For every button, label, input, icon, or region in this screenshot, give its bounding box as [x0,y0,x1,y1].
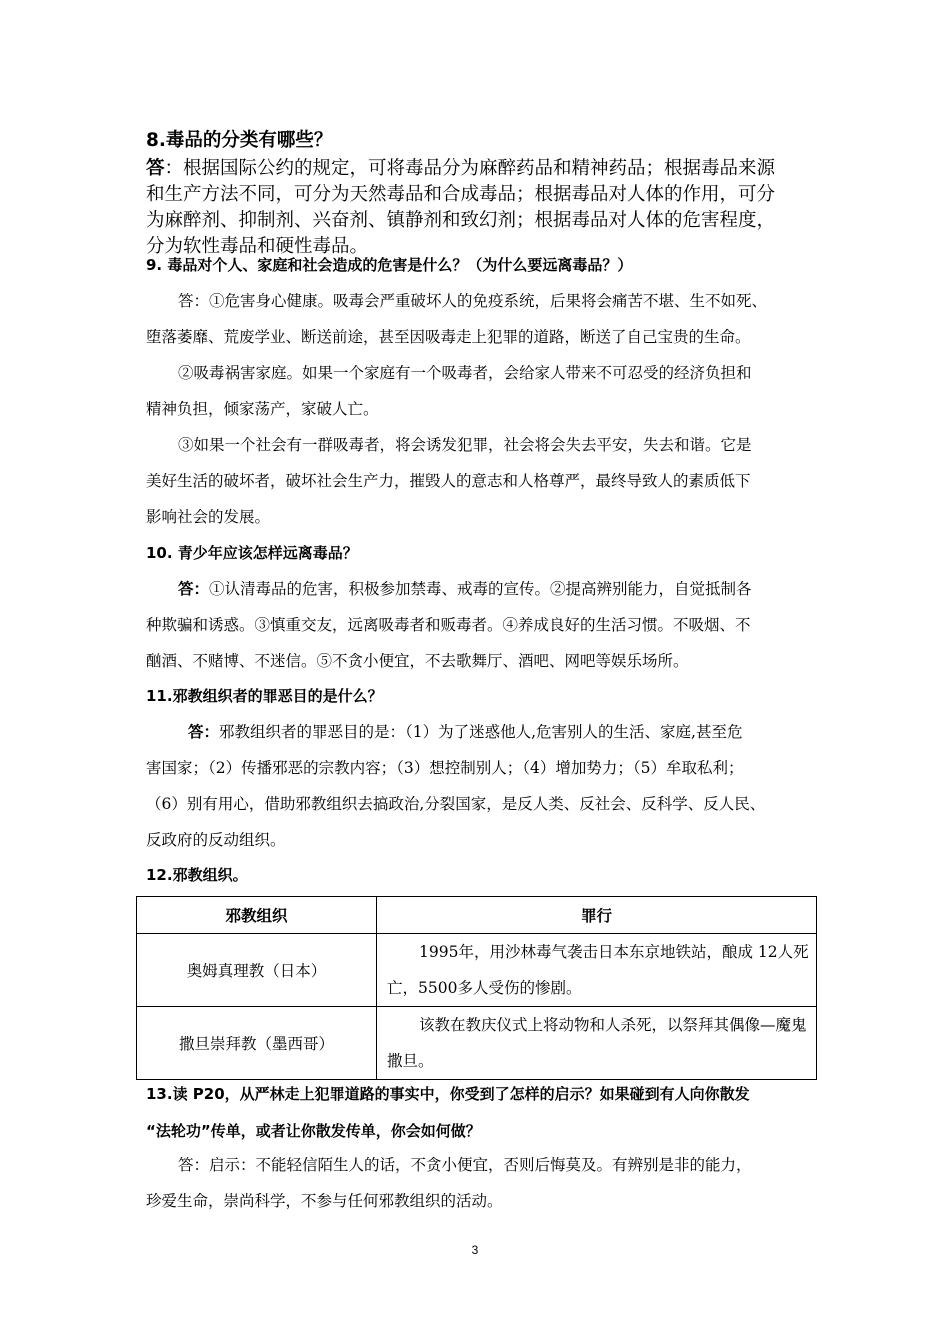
q8-text: ：根据国际公约的规定，可将毒品分为麻醉药品和精神药品；根据毒品来源 [164,158,776,179]
q9-title: 9. 毒品对个人、家庭和社会造成的危害是什么？（为什么要远离毒品？） [146,256,633,274]
table-cell-org: 奥姆真理教（日本） [137,934,377,1007]
q13-answer-line-2: 珍爱生命，崇尚科学，不参与任何邪教组织的活动。 [146,1192,503,1210]
q9-answer-line-2: 堕落萎靡、荒废学业、断送前途，甚至因吸毒走上犯罪的道路，断送了自己宝贵的生命。 [146,328,751,346]
table-row [137,1007,817,1080]
cult-table [136,896,817,1080]
q9-answer-line-6: 美好生活的破坏者，破坏社会生产力，摧毁人的意志和人格尊严，最终导致人的素质低下 [146,472,751,490]
q8-answer-line-2: 和生产方法不同，可分为天然毒品和合成毒品；根据毒品对人体的作用，可分 [146,184,776,205]
q8-title: 8.毒品的分类有哪些？ [146,130,333,151]
answer-label: 答： [188,723,220,741]
q8-answer-line-3: 为麻醉剂、抑制剂、兴奋剂、镇静剂和致幻剂；根据毒品对人体的危害程度， [146,210,776,231]
table-header-row [137,897,817,934]
q11-answer-line-1 [188,720,742,742]
table-header-crime: 罪行 [377,897,817,934]
table-row [137,934,817,1007]
q11-text: 邪教组织者的罪恶目的是：（1）为了迷惑他人,危害别人的生活、家庭,甚至危 [219,723,743,741]
q9-answer-line-3: ②吸毒祸害家庭。如果一个家庭有一个吸毒者，会给家人带来不可忍受的经济负担和 [178,364,752,382]
table-cell-org: 撒旦崇拜教（墨西哥） [137,1007,377,1080]
q8-answer-line-4: 分为软性毒品和硬性毒品。 [146,236,369,257]
q10-answer-line-2: 种欺骗和诱惑。③慎重交友，远离吸毒者和贩毒者。④养成良好的生活习惯。不吸烟、不 [146,616,751,634]
q13-title-line-1: 13.读 P20，从严林走上犯罪道路的事实中，你受到了怎样的启示？如果碰到有人向你散发 [146,1085,750,1103]
q9-answer-line-5: ③如果一个社会有一群吸毒者，将会诱发犯罪，社会将会失去平安，失去和谐。它是 [178,436,752,454]
table-cell-crime: 该教在教庆仪式上将动物和人杀死，以祭拜其偶像—魔鬼撒旦。 [377,1007,817,1080]
q11-title: 11.邪教组织者的罪恶目的是什么？ [146,687,383,705]
q11-answer-line-2: 害国家；（2）传播邪恶的宗教内容；（3）想控制别人；（4）增加势力；（5）牟取私利； [146,759,744,777]
q10-answer-line-3: 酗酒、不赌博、不迷信。⑤不贪小便宜，不去歌舞厅、酒吧、网吧等娱乐场所。 [146,652,689,670]
q10-text: ①认清毒品的危害，积极参加禁毒、戒毒的宣传。②提高辨别能力，自觉抵制各 [209,580,752,598]
q11-answer-line-4: 反政府的反动组织。 [146,831,286,849]
q13-title-line-2: “法轮功”传单，或者让你散发传单，你会如何做？ [146,1122,481,1140]
q10-answer-line-1 [178,577,752,599]
q9-answer-line-1: 答：①危害身心健康。吸毒会严重破坏人的免疫系统，后果将会痛苦不堪、生不如死、 [178,292,768,310]
answer-label: 答： [178,580,210,598]
q8-answer-line-1 [146,154,775,180]
page-number: 3 [471,1243,479,1257]
table-header-org: 邪教组织 [137,897,377,934]
q12-title: 12.邪教组织。 [146,866,248,884]
q9-answer-line-7: 影响社会的发展。 [146,508,271,526]
q13-answer-line-1: 答：启示：不能轻信陌生人的话，不贪小便宜，否则后悔莫及。有辨别是非的能力， [178,1156,752,1174]
table-cell-crime: 1995年，用沙林毒气袭击日本东京地铁站，酿成 12人死亡，5500多人受伤的惨剧。 [377,934,817,1007]
answer-label: 答 [146,158,165,179]
q10-title: 10. 青少年应该怎样远离毒品？ [146,544,358,562]
q9-answer-line-4: 精神负担，倾家荡产，家破人亡。 [146,400,379,418]
q11-answer-line-3: （6）别有用心，借助邪教组织去搞政治,分裂国家，是反人类、反社会、反科学、反人民、 [146,795,766,813]
